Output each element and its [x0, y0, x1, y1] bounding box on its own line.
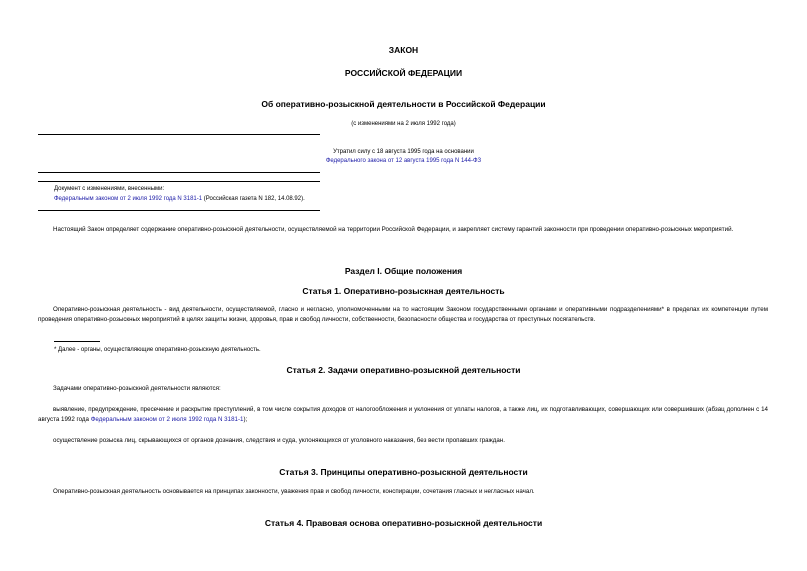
void-notice: Утратил силу с 18 августа 1995 года на основании [333, 149, 474, 155]
article-2-item-1-text: выявление, предупреждение, пресечение и раскрытие преступлений, в том числе сокрытия доходов от налогообложения и уклонения от уплаты налогов, а также лиц, их подготавливающих, совершающих или совершивших (абзац дополнен с 14 августа 1992 года [38, 406, 768, 423]
article-4-heading: Статья 4. Правовая основа оперативно-розыскной деятельности [264, 518, 543, 528]
changes-link[interactable]: Федеральным законом от 2 июля 1992 года N 3181-1 [54, 196, 203, 202]
article-3-heading: Статья 3. Принципы оперативно-розыскной деятельности [279, 467, 528, 477]
article-1-heading: Статья 1. Оперативно-розыскная деятельность [302, 286, 505, 296]
document-title: Об оперативно-розыскной деятельности в Российской Федерации [261, 99, 546, 109]
article-1-paragraph: Оперативно-розыскная деятельность - вид деятельности, осуществляемой, гласно и негласно, уполномоченными на то настоящим Законом государственными органами и оперативными подразделениями* в пределах их компетенции путем проведения оперативно-розыскных мероприятий в целях защиты жизни, здоровья, прав и свобод личности, собственности, безопасности общества и государства от преступных посягательств. [38, 306, 768, 323]
article-2-item-1-end: ); [243, 415, 248, 423]
changes-line [54, 196, 305, 202]
article-2-intro: Задачами оперативно-розыскной деятельности являются: [53, 385, 221, 392]
federation-heading: РОССИЙСКОЙ ФЕДЕРАЦИИ [344, 68, 463, 78]
divider [38, 172, 320, 173]
article-2-item-1 [38, 405, 768, 424]
divider [38, 181, 320, 182]
section-1-heading: Раздел I. Общие положения [344, 266, 463, 276]
divider [38, 134, 320, 135]
article-2-item-2: осуществление розыска лиц, скрывающихся от органов дознания, следствия и суда, уклоняющихся от уголовного наказания, без вести пропавших граждан. [53, 437, 505, 444]
article-3-paragraph: Оперативно-розыскная деятельность основывается на принципах законности, уважения прав и свобод личности, конспирации, сочетания гласных и негласных начал. [53, 488, 535, 495]
divider [38, 210, 320, 211]
amendments-note: (с изменениями на 2 июля 1992 года) [351, 121, 456, 127]
footnote-divider [54, 341, 100, 342]
changes-label: Документ с изменениями, внесенными: [54, 186, 165, 192]
footnote: * Далее - органы, осуществляющие оперативно-розыскную деятельность. [54, 347, 261, 353]
void-notice-link[interactable]: Федерального закона от 12 августа 1995 года N 144-ФЗ [325, 158, 482, 164]
article-2-heading: Статья 2. Задачи оперативно-розыскной деятельности [286, 365, 521, 375]
law-heading: ЗАКОН [388, 45, 419, 55]
changes-source: (Российская газета N 182, 14.08.92). [202, 196, 305, 202]
article-2-item-1-link[interactable]: Федеральным законом от 2 июля 1992 года N 3181-1 [90, 415, 244, 423]
intro-paragraph: Настоящий Закон определяет содержание оперативно-розыскной деятельности, осуществляемой на территории Российской Федерации, и закрепляет систему гарантий законности при проведении оперативно-розыскных мероприятий. [53, 226, 734, 233]
